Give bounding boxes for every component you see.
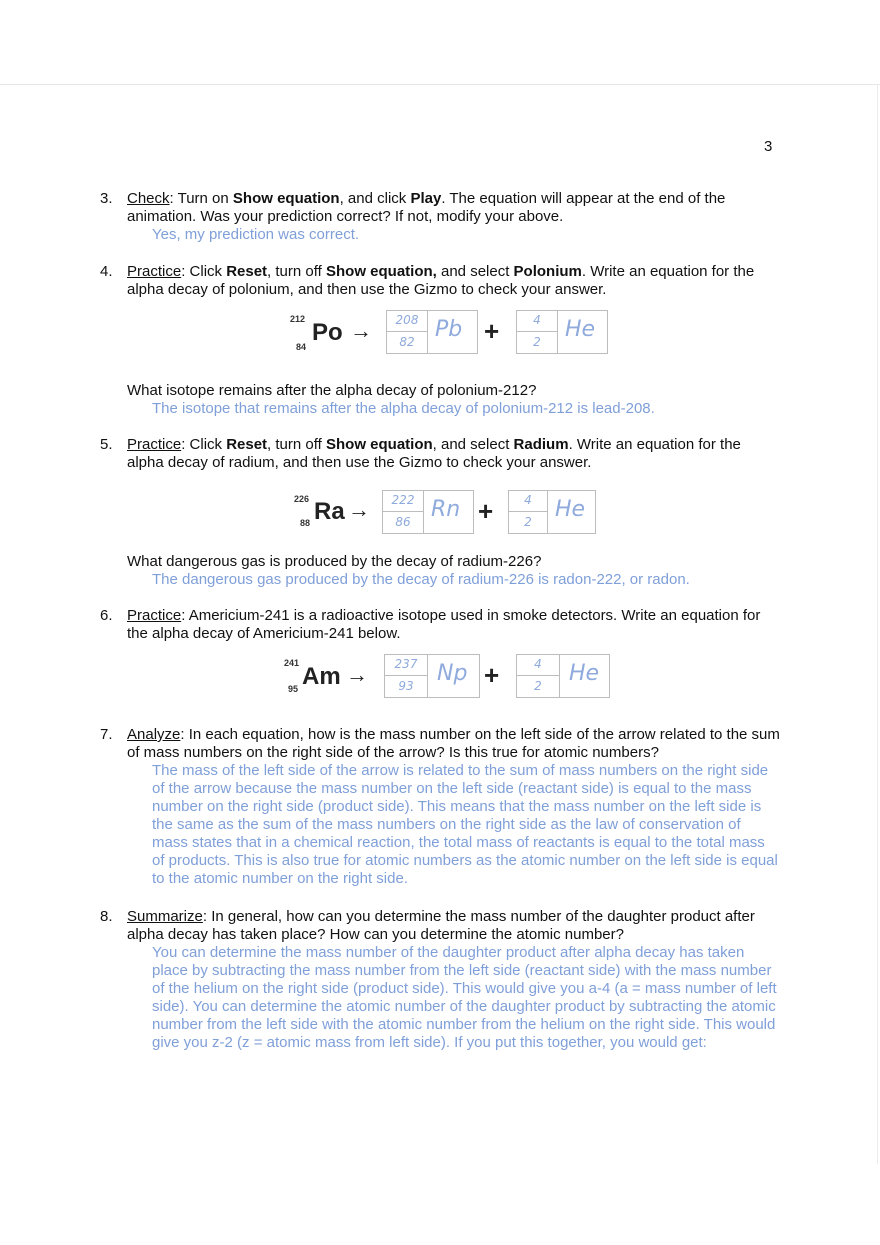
parent-atomic-number: 95	[288, 684, 299, 694]
daughter-atomic-number: 93	[398, 679, 414, 693]
parent-atomic-number: 84	[296, 342, 307, 352]
alpha-number-cells	[517, 655, 560, 697]
question-8	[100, 908, 780, 1052]
bold-term: Radium	[513, 436, 569, 453]
daughter-mass-cell	[387, 311, 427, 332]
question-label: Analyze	[127, 726, 181, 743]
question-5	[100, 436, 780, 472]
daughter-nuclide-box	[384, 654, 480, 698]
parent-symbol: Am	[302, 663, 341, 690]
question-label: Check	[127, 190, 170, 207]
alpha-atomic-number: 2	[534, 679, 542, 693]
question-text: : Click	[181, 263, 227, 280]
daughter-mass-number: 208	[395, 313, 419, 327]
parent-atomic-number: 88	[300, 518, 311, 528]
question-text: . Write an equation for the alpha decay of polonium, and then use the Gizmo to check your answer.	[127, 263, 755, 298]
plus-sign: +	[484, 316, 500, 346]
alpha-particle-box	[516, 310, 608, 354]
question-6	[100, 607, 780, 643]
daughter-symbol: Rn	[431, 497, 461, 522]
sub-question: What dangerous gas is produced by the decay of radium-226?	[127, 553, 542, 570]
question-4-followup	[100, 382, 780, 418]
page-edge-line	[877, 84, 878, 1164]
alpha-symbol: He	[565, 317, 596, 342]
bold-term: Show equation,	[325, 263, 437, 280]
daughter-nuclide-box	[382, 490, 474, 534]
question-number: 4.	[100, 263, 113, 280]
question-7	[100, 726, 780, 888]
answer-text: The dangerous gas produced by the decay of radium-226 is radon-222, or radon.	[152, 571, 690, 588]
question-label: Summarize	[127, 908, 203, 925]
question-5-followup	[100, 553, 780, 589]
answer-text: You can determine the mass number of the daughter product after alpha decay has taken place by subtracting the mass number from the left side (reactant side) with the mass number of the helium on the right side (product side). This would give you a-4 (a = mass number of left side). You can determine the atomic number of the daughter product by subtracting the atomic number from the left side with the atomic number from the helium on the right side. This would give you z-2 (z = atomic mass from left side). If you put this together, you would get:	[152, 944, 777, 1051]
parent-mass-number: 212	[290, 314, 306, 324]
alpha-atomic-number: 2	[524, 515, 532, 529]
daughter-mass-cell	[383, 491, 423, 512]
question-number: 5.	[100, 436, 113, 453]
bold-term: Reset	[226, 263, 268, 280]
question-text: : In general, how can you determine the mass number of the daughter product after alpha decay has taken place? How can you determine the atomic number?	[127, 908, 755, 943]
page-number: 3	[764, 138, 773, 155]
alpha-mass-number: 4	[524, 493, 532, 507]
alpha-number-cells	[509, 491, 548, 533]
daughter-mass-cell	[385, 655, 427, 676]
alpha-mass-cell	[509, 491, 547, 512]
americium-decay-equation	[282, 654, 612, 706]
alpha-symbol: He	[569, 661, 600, 686]
question-text: : In each equation, how is the mass number on the left side of the arrow related to the sum of mass numbers on the right side of the arrow? Is this true for atomic numbers?	[127, 726, 780, 761]
question-label: Practice	[127, 607, 182, 624]
daughter-atomic-number: 82	[399, 335, 415, 349]
alpha-particle-box	[516, 654, 610, 698]
alpha-atomic-number: 2	[533, 335, 541, 349]
daughter-nuclide-box	[386, 310, 478, 354]
answer-text: Yes, my prediction was correct.	[152, 226, 360, 243]
question-text: . Write an equation for the alpha decay of radium, and then use the Gizmo to check your answer.	[127, 436, 741, 471]
question-text: . The equation will appear at the end of the animation. Was your prediction correct? If not, modify your above.	[127, 190, 726, 225]
answer-text: The mass of the left side of the arrow is related to the sum of mass numbers on the right side of the arrow because the mass number on the left side (reactant side) is equal to the mass number on the right side (product side). This means that the mass number on the left side is the same as the sum of the mass numbers on the right side as the law of conservation of mass states that in a chemical reaction, the total mass of reactants is equal to the total mass of products. This is also true for atomic numbers as the atomic number on the left side is equal to the atomic number on the right side.	[152, 762, 778, 887]
alpha-mass-number: 4	[534, 657, 542, 671]
polonium-decay-equation	[288, 310, 608, 362]
alpha-number-cells	[517, 311, 558, 353]
radium-decay-equation	[292, 490, 602, 542]
question-number: 7.	[100, 726, 113, 743]
parent-symbol: Po	[312, 319, 343, 346]
daughter-mass-number: 222	[391, 493, 415, 507]
alpha-mass-cell	[517, 311, 557, 332]
bold-term: Show equation	[325, 436, 433, 453]
daughter-atomic-number: 86	[395, 515, 411, 529]
alpha-mass-cell	[517, 655, 559, 676]
reaction-arrow: →	[346, 662, 368, 687]
question-4	[100, 263, 780, 299]
daughter-symbol: Np	[437, 661, 468, 686]
question-number: 8.	[100, 908, 113, 925]
question-text: , turn off	[267, 436, 326, 453]
bold-term: Reset	[226, 436, 268, 453]
daughter-number-cells	[387, 311, 428, 353]
parent-symbol: Ra	[314, 498, 345, 525]
question-text: : Click	[181, 436, 227, 453]
question-text: , and click	[339, 190, 411, 207]
question-text: : Americium-241 is a radioactive isotope used in smoke detectors. Write an equation for the alpha decay of Americium-241 below.	[127, 607, 761, 642]
daughter-number-cells	[385, 655, 428, 697]
question-text: and select	[436, 263, 514, 280]
daughter-symbol: Pb	[435, 317, 463, 342]
question-text: , and select	[432, 436, 514, 453]
alpha-particle-box	[508, 490, 596, 534]
bold-term: Show equation	[232, 190, 340, 207]
alpha-mass-number: 4	[533, 313, 541, 327]
bold-term: Polonium	[513, 263, 582, 280]
plus-sign: +	[484, 660, 500, 690]
plus-sign: +	[478, 496, 494, 526]
sub-question: What isotope remains after the alpha decay of polonium-212?	[127, 382, 537, 399]
parent-mass-number: 241	[284, 658, 300, 668]
parent-mass-number: 226	[294, 494, 310, 504]
question-3	[100, 190, 780, 244]
reaction-arrow: →	[348, 497, 370, 522]
question-number: 6.	[100, 607, 113, 624]
question-text: , turn off	[267, 263, 326, 280]
reaction-arrow: →	[350, 318, 372, 343]
question-label: Practice	[127, 436, 182, 453]
question-label: Practice	[127, 263, 182, 280]
daughter-mass-number: 237	[394, 657, 418, 671]
daughter-number-cells	[383, 491, 424, 533]
page-top-margin	[0, 0, 880, 85]
question-text: : Turn on	[169, 190, 233, 207]
question-number: 3.	[100, 190, 113, 207]
answer-text: The isotope that remains after the alpha decay of polonium-212 is lead-208.	[152, 400, 655, 417]
alpha-symbol: He	[555, 497, 586, 522]
bold-term: Play	[410, 190, 442, 207]
